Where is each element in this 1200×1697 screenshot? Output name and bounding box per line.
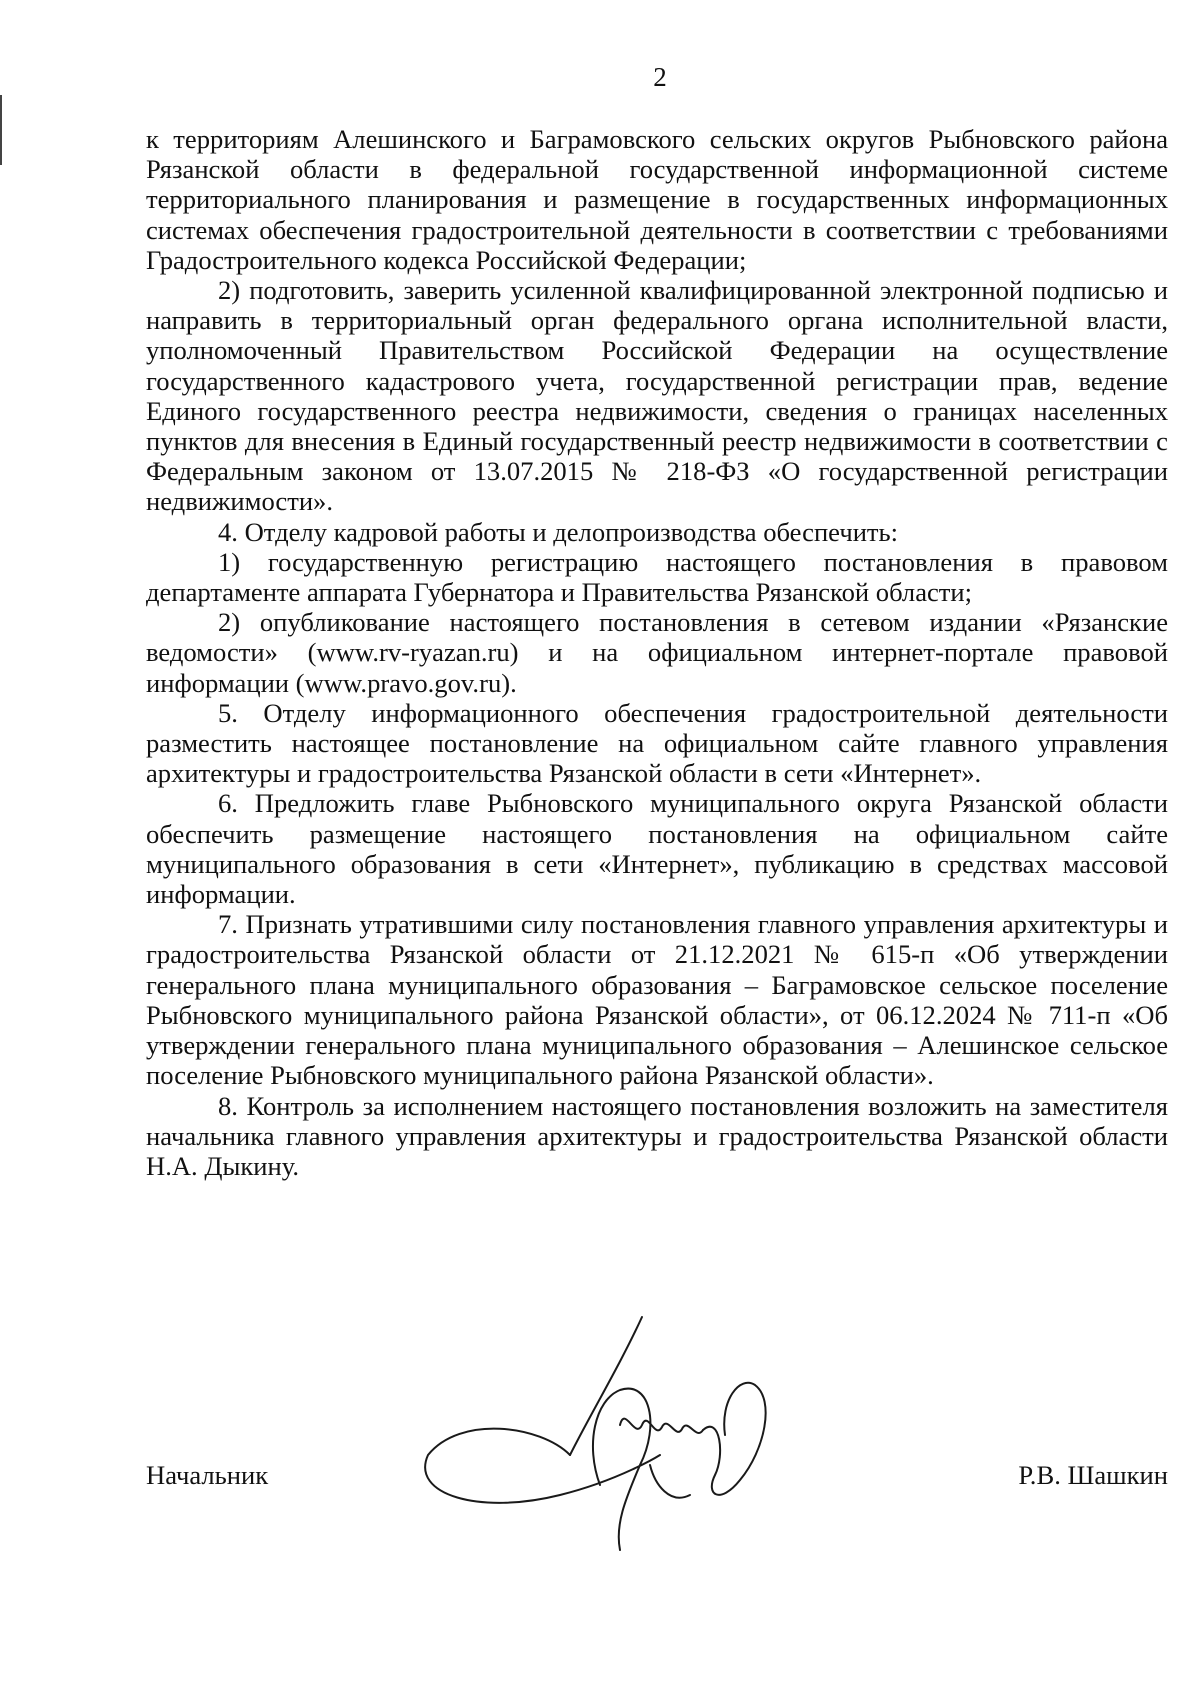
paragraph-point-4-1: 1) государственную регистрацию настоящего постановления в правовом департаменте аппарата Губернатора и Правительства Рязанской области;: [146, 546, 1168, 608]
paragraph-point-5: 5. Отделу информационного обеспечения градостроительной деятельности разместить настоящее постановление на официальном сайте главного управления архитектуры и градостроительства Рязанской области в сети «Интернет».: [146, 697, 1168, 789]
signer-name: Р.В. Шашкин: [1018, 1460, 1168, 1490]
paragraph-point-7: 7. Признать утратившими силу постановления главного управления архитектуры и градостроительства Рязанской области от 21.12.2021 № 615-п «Об утверждении генерального плана муниципального образования – Баграмовское сельское поселение Рыбновского муниципального района Рязанской области», от 06.12.2024 № 711-п «Об утверждении генерального плана муниципального образования – Алешинское сельское поселение Рыбновского муниципального района Рязанской области».: [146, 909, 1168, 1091]
handwritten-signature: [420, 1305, 840, 1565]
scan-edge-mark: [0, 95, 2, 165]
page-number: 2: [653, 62, 667, 92]
paragraph-point-6: 6. Предложить главе Рыбновского муниципального округа Рязанской области обеспечить размещение настоящего постановления на официальном сайте муниципального образования в сети «Интернет», публикацию в средствах массовой информации.: [146, 788, 1168, 910]
paragraph-continuation: к территориям Алешинского и Баграмовского сельских округов Рыбновского района Рязанской области в федеральной государственной информационной системе территориального планирования и размещение в государственных информационных системах обеспечения градостроительной деятельности в соответствии с требованиями Градостроительного кодекса Российской Федерации;: [146, 124, 1168, 275]
paragraph-point-4: 4. Отделу кадровой работы и делопроизводства обеспечить:: [218, 516, 899, 547]
paragraph-point-4-2: 2) опубликование настоящего постановления в сетевом издании «Рязанские ведомости» (www.rv-ryazan.ru) и на официальном интернет-портале правовой информации (www.pravo.gov.ru).: [146, 607, 1168, 698]
signer-position: Начальник: [146, 1460, 269, 1490]
paragraph-point-8: 8. Контроль за исполнением настоящего постановления возложить на заместителя начальника главного управления архитектуры и градостроительства Рязанской области Н.А. Дыкину.: [146, 1090, 1168, 1181]
document-body: [146, 124, 1168, 1181]
paragraph-item-2: 2) подготовить, заверить усиленной квалифицированной электронной подписью и направить в территориальный орган федерального органа исполнительной власти, уполномоченный Правительством Российской Федерации на осуществление государственного кадастрового учета, государственной регистрации прав, ведение Единого государственного реестра недвижимости, сведения о границах населенных пунктов для внесения в Единый государственный реестр недвижимости в соответствии с Федеральным законом от 13.07.2015 № 218-ФЗ «О государственной регистрации недвижимости».: [146, 275, 1168, 517]
